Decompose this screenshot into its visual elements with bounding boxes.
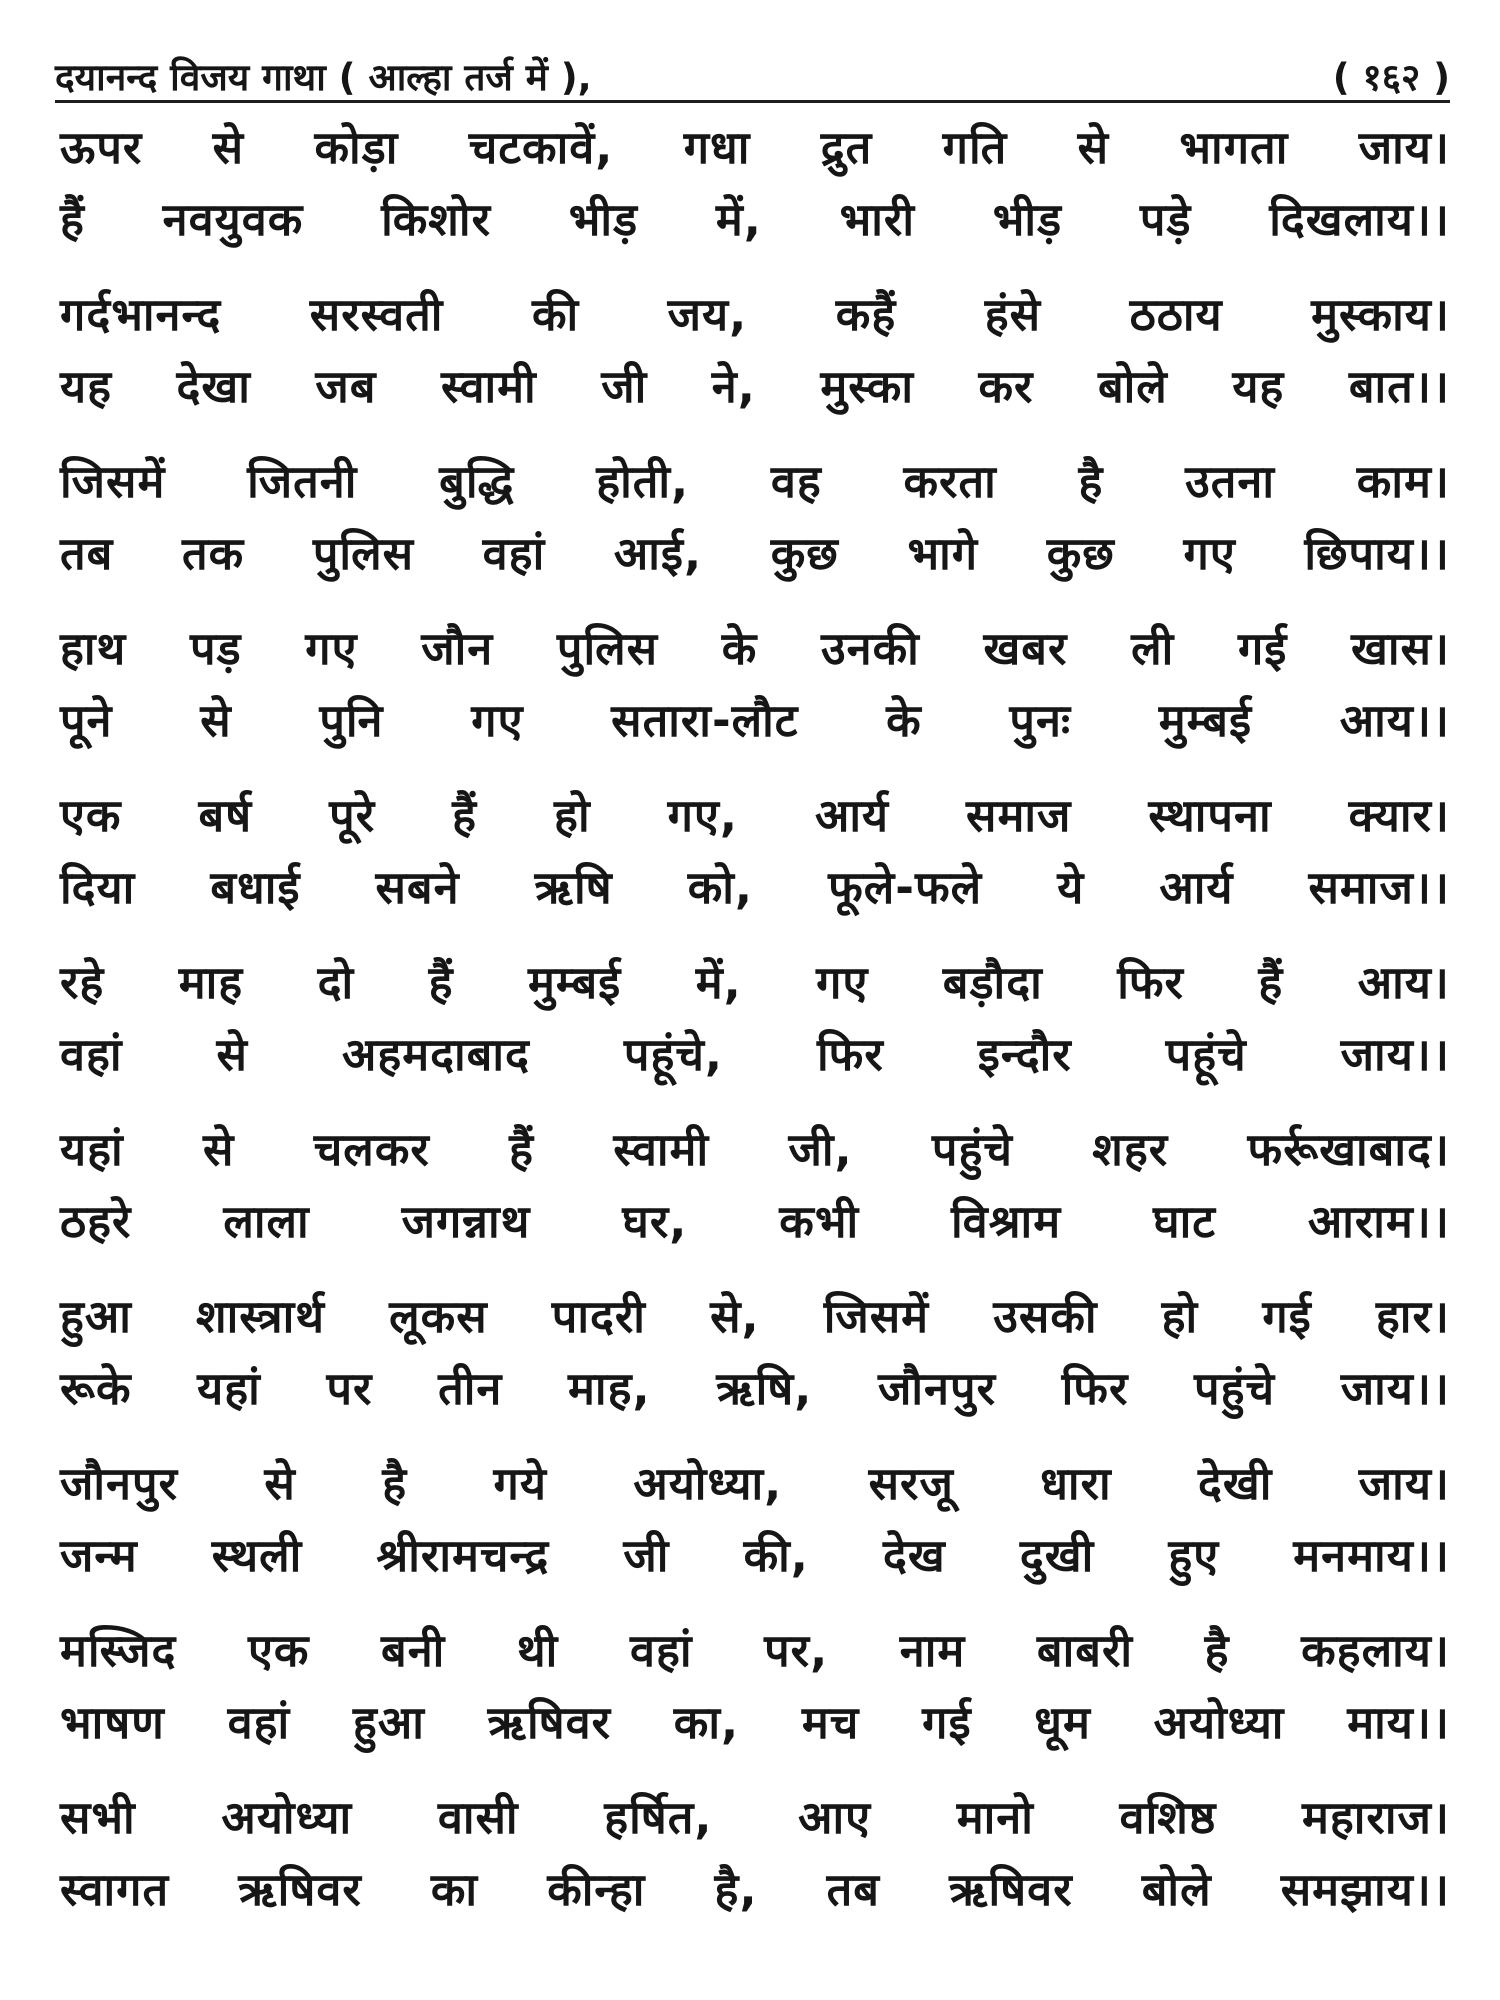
verse-word: समझाय।। xyxy=(1280,1863,1450,1916)
page-number: ( १६२ ) xyxy=(1332,56,1450,99)
verse-word: स्वामी xyxy=(440,360,537,413)
verse-word: घर, xyxy=(622,1195,688,1248)
verse-word: भाषण xyxy=(60,1696,165,1749)
verse-word: ऊपर xyxy=(60,121,143,174)
verse-word: हैं xyxy=(452,789,478,842)
verse-word: गए xyxy=(305,622,358,675)
verse-word: शास्त्रार्थ xyxy=(196,1290,326,1343)
verse-word: थी xyxy=(516,1624,559,1677)
verse-word: स्थली xyxy=(211,1529,303,1582)
verse-word: इन्दौर xyxy=(977,1028,1072,1081)
verse-word: बात।। xyxy=(1348,360,1450,413)
stanza xyxy=(60,446,1450,613)
verse-word: कर xyxy=(978,360,1034,413)
stanza xyxy=(60,1448,1450,1615)
verse-word: हंसे xyxy=(984,288,1042,341)
verse-word: जौन xyxy=(421,622,494,675)
verse-word: यह xyxy=(60,360,112,413)
verse-word: मुस्काय। xyxy=(1311,288,1450,341)
verse-word: आराम।। xyxy=(1307,1195,1450,1248)
verse-word: माह xyxy=(178,956,244,1009)
verse-word: कहलाय। xyxy=(1301,1624,1450,1677)
verse-word: पादरी xyxy=(551,1290,646,1343)
verse-word: करता xyxy=(903,455,997,508)
verse-word: नवयुवक xyxy=(162,193,304,246)
verse-line xyxy=(60,1353,1450,1425)
verse-word: जाय। xyxy=(1358,1457,1450,1510)
verse-word: जब xyxy=(315,360,377,413)
verse-word: आय।। xyxy=(1339,694,1450,747)
stanza xyxy=(60,112,1450,279)
verse-word: गई xyxy=(1237,622,1288,675)
verse-word: एक xyxy=(60,789,122,842)
verse-word: के xyxy=(721,622,758,675)
verse-line xyxy=(60,184,1450,256)
verse-word: की xyxy=(531,288,580,341)
verse-word: बाबरी xyxy=(1036,1624,1134,1677)
verse-word: पहूंचे xyxy=(1165,1028,1247,1081)
verse-word: खास। xyxy=(1351,622,1450,675)
verse-line xyxy=(60,780,1450,852)
verse-word: उनकी xyxy=(820,622,920,675)
verse-word: मानो xyxy=(956,1791,1034,1844)
verse-word: अयोध्या xyxy=(1153,1696,1285,1749)
verse-word: वहां xyxy=(227,1696,291,1749)
verse-word: भीड़ xyxy=(992,193,1063,246)
verse-word: रूके xyxy=(60,1362,132,1415)
verse-word: भारी xyxy=(839,193,915,246)
verse-line xyxy=(60,1448,1450,1520)
verse-word: एक xyxy=(247,1624,310,1677)
verse-word: देख xyxy=(883,1529,946,1582)
stanza xyxy=(60,1615,1450,1782)
verse-word: फिर xyxy=(1117,956,1184,1009)
verse-word: हुआ xyxy=(60,1290,132,1343)
verse-word: गई xyxy=(1262,1290,1312,1343)
verse-word: हुए xyxy=(1168,1529,1220,1582)
verse-word: उसकी xyxy=(993,1290,1098,1343)
verse-word: आर्य xyxy=(1159,861,1234,914)
verse-word: सभी xyxy=(60,1791,136,1844)
verse-word: रहे xyxy=(60,956,105,1009)
verse-word: है, xyxy=(714,1863,758,1916)
verse-line xyxy=(60,947,1450,1019)
verse-word: का, xyxy=(673,1696,740,1749)
verse-word: गर्दभानन्द xyxy=(60,288,222,341)
verse-word: स्थापना xyxy=(1148,789,1272,842)
verse-word: घाट xyxy=(1153,1195,1216,1248)
verse-word: तक xyxy=(182,527,245,580)
verse-word: स्वागत xyxy=(60,1863,170,1916)
verse-word: गये xyxy=(493,1457,547,1510)
verse-word: शहर xyxy=(1092,1123,1169,1176)
verse-word: चटकावें, xyxy=(468,121,614,174)
verse-word: से xyxy=(216,1028,248,1081)
verse-line xyxy=(60,1114,1450,1186)
verse-line xyxy=(60,613,1450,685)
verse-word: वहां xyxy=(629,1624,693,1677)
verse-word: गई xyxy=(922,1696,972,1749)
verse-word: यहां xyxy=(60,1123,124,1176)
verse-word: जी xyxy=(623,1529,670,1582)
verse-word: मनमाय।। xyxy=(1293,1529,1450,1582)
verse-word: चलकर xyxy=(313,1123,430,1176)
verse-line xyxy=(60,852,1450,924)
verse-word: से xyxy=(212,121,245,174)
verse-word: पड़ xyxy=(189,622,242,675)
verse-word: अहमदाबाद xyxy=(341,1028,530,1081)
verse-word: पूरे xyxy=(329,789,376,842)
verse-word: है xyxy=(382,1457,408,1510)
verse-word: तीन xyxy=(438,1362,503,1415)
verse-word: यह xyxy=(1232,360,1285,413)
verse-word: जय, xyxy=(667,288,748,341)
verse-word: ये xyxy=(1057,861,1085,914)
stanza xyxy=(60,947,1450,1114)
verse-word: जाय। xyxy=(1358,121,1450,174)
verse-word: धारा xyxy=(1040,1457,1112,1510)
verse-word: श्रीरामचन्द्र xyxy=(376,1529,550,1582)
verse-word: वासी xyxy=(437,1791,519,1844)
stanza xyxy=(60,1114,1450,1281)
verse-word: कुछ xyxy=(1046,527,1115,580)
verse-word: से xyxy=(1077,121,1110,174)
verse-word: पर, xyxy=(764,1624,829,1677)
verse-word: हो xyxy=(554,789,591,842)
verse-word: कभी xyxy=(779,1195,860,1248)
verse-word: पुनि xyxy=(319,694,384,747)
stanza xyxy=(60,780,1450,947)
verse-word: पुलिस xyxy=(556,622,659,675)
verse-word: हो xyxy=(1161,1290,1199,1343)
verse-line xyxy=(60,112,1450,184)
verse-word: तब xyxy=(826,1863,881,1916)
verse-line xyxy=(60,446,1450,518)
verse-word: भीड़ xyxy=(568,193,639,246)
verse-word: तब xyxy=(60,527,114,580)
verse-word: जन्म xyxy=(60,1529,138,1582)
verse-word: कुछ xyxy=(770,527,839,580)
verse-word: नाम xyxy=(899,1624,966,1677)
verse-word: हैं xyxy=(60,193,85,246)
verse-word: ठहरे xyxy=(60,1195,132,1248)
verse-word: लूकस xyxy=(389,1290,488,1343)
verse-word: अयोध्या, xyxy=(633,1457,783,1510)
verse-word: से xyxy=(264,1457,296,1510)
verse-word: जगन्नाथ xyxy=(401,1195,531,1248)
verse-word: होती, xyxy=(596,455,690,508)
verse-word: सबने xyxy=(375,861,460,914)
verse-word: यहां xyxy=(197,1362,261,1415)
verse-word: आय। xyxy=(1357,956,1450,1009)
verse-word: गए xyxy=(816,956,869,1009)
verse-word: माह, xyxy=(568,1362,651,1415)
verse-word: मुस्का xyxy=(820,360,914,413)
verse-word: हार। xyxy=(1375,1290,1450,1343)
verse-word: ऋषिवर xyxy=(949,1863,1073,1916)
verse-line xyxy=(60,351,1450,423)
verse-word: हैं xyxy=(428,956,454,1009)
verse-word: जाय।। xyxy=(1340,1362,1450,1415)
verse-word: ऋषि, xyxy=(716,1362,813,1415)
verse-word: गए xyxy=(1183,527,1236,580)
verse-line xyxy=(60,279,1450,351)
verse-word: जाय।। xyxy=(1340,1028,1450,1081)
verse-word: जिसमें xyxy=(823,1290,930,1343)
verse-word: दो xyxy=(317,956,355,1009)
verse-word: अयोध्या xyxy=(221,1791,353,1844)
verse-line xyxy=(60,1854,1450,1926)
verse-word: के xyxy=(886,694,922,747)
verse-word: हैं xyxy=(509,1123,535,1176)
verse-word: सरजू xyxy=(868,1457,954,1510)
verse-line xyxy=(60,1782,1450,1854)
verse-line xyxy=(60,685,1450,757)
verse-word: कोड़ा xyxy=(314,121,399,174)
verse-line xyxy=(60,518,1450,590)
header-divider xyxy=(55,100,1450,103)
verse-word: आए xyxy=(798,1791,872,1844)
verse-word: देखी xyxy=(1198,1457,1273,1510)
verse-word: जितनी xyxy=(247,455,358,508)
verse-word: लाला xyxy=(223,1195,310,1248)
verse-word: पहुंचे xyxy=(931,1123,1013,1176)
verse-word: समाज xyxy=(966,789,1072,842)
verse-word: फिर xyxy=(1061,1362,1129,1415)
verse-word: वहां xyxy=(482,527,546,580)
verse-word: बोले xyxy=(1097,360,1168,413)
stanza xyxy=(60,279,1450,446)
verse-body xyxy=(60,112,1450,1949)
verse-word: समाज।। xyxy=(1308,861,1450,914)
verse-word: मुम्बई xyxy=(1158,694,1253,747)
verse-word: पहूंचे, xyxy=(623,1028,724,1081)
verse-word: गए, xyxy=(667,789,738,842)
verse-word: भागता xyxy=(1179,121,1289,174)
verse-word: है xyxy=(1078,455,1104,508)
verse-word: हैं xyxy=(1258,956,1284,1009)
verse-word: ऋषिवर xyxy=(238,1863,362,1916)
verse-word: काम। xyxy=(1356,455,1450,508)
verse-word: फर्रूखाबाद। xyxy=(1247,1123,1450,1176)
verse-word: में, xyxy=(715,193,762,246)
verse-word: देखा xyxy=(176,360,251,413)
verse-line xyxy=(60,1281,1450,1353)
verse-word: दिया xyxy=(60,861,136,914)
verse-word: पहुंचे xyxy=(1194,1362,1276,1415)
verse-word: मच xyxy=(801,1696,860,1749)
verse-line xyxy=(60,1520,1450,1592)
verse-word: छिपाय।। xyxy=(1304,527,1450,580)
verse-word: जी xyxy=(601,360,648,413)
verse-word: पर xyxy=(326,1362,373,1415)
verse-word: फिर xyxy=(816,1028,884,1081)
verse-word: कहैं xyxy=(835,288,897,341)
verse-word: महाराज। xyxy=(1301,1791,1450,1844)
verse-line xyxy=(60,1186,1450,1258)
verse-word: क्यार। xyxy=(1348,789,1450,842)
verse-word: धूम xyxy=(1034,1696,1091,1749)
verse-word: जौनपुर xyxy=(60,1457,178,1510)
verse-line xyxy=(60,1687,1450,1759)
verse-word: सरस्वती xyxy=(309,288,444,341)
verse-word: मुम्बई xyxy=(527,956,622,1009)
verse-word: हाथ xyxy=(60,622,127,675)
verse-word: बड़ौदा xyxy=(942,956,1043,1009)
verse-word: पड़े xyxy=(1139,193,1192,246)
verse-word: बुद्धि xyxy=(439,455,515,508)
verse-word: हर्षित, xyxy=(604,1791,713,1844)
verse-word: से xyxy=(200,694,232,747)
verse-word: को, xyxy=(687,861,754,914)
verse-word: ने, xyxy=(711,360,756,413)
verse-word: सतारा-लौट xyxy=(611,694,799,747)
verse-word: गधा xyxy=(683,121,751,174)
verse-word: बर्ष xyxy=(198,789,253,842)
verse-word: बनी xyxy=(381,1624,446,1677)
verse-word: फूले-फले xyxy=(828,861,983,914)
verse-word: ठठाय xyxy=(1129,288,1223,341)
verse-word: दिखलाय।। xyxy=(1269,193,1450,246)
verse-word: आई, xyxy=(613,527,703,580)
verse-word: कीन्हा xyxy=(547,1863,646,1916)
verse-word: दुखी xyxy=(1019,1529,1095,1582)
verse-line xyxy=(60,1019,1450,1091)
verse-word: जी, xyxy=(788,1123,853,1176)
verse-word: भागे xyxy=(907,527,979,580)
verse-word: मस्जिद xyxy=(60,1624,177,1677)
verse-word: माय।। xyxy=(1347,1696,1450,1749)
verse-word: बोले xyxy=(1141,1863,1212,1916)
verse-word: बधाई xyxy=(210,861,301,914)
verse-word: ली xyxy=(1131,622,1175,675)
verse-word: ऋषि xyxy=(534,861,613,914)
verse-word: से, xyxy=(710,1290,760,1343)
verse-word: वशिष्ठ xyxy=(1119,1791,1217,1844)
verse-word: गए xyxy=(471,694,524,747)
verse-word: का xyxy=(430,1863,479,1916)
verse-word: पुनः xyxy=(1009,694,1072,747)
verse-word: स्वामी xyxy=(613,1123,710,1176)
stanza xyxy=(60,613,1450,780)
verse-word: से xyxy=(202,1123,235,1176)
stanza xyxy=(60,1281,1450,1448)
verse-word: पुलिस xyxy=(312,527,415,580)
verse-word: गति xyxy=(942,121,1008,174)
page-header xyxy=(55,42,1450,100)
verse-word: खबर xyxy=(983,622,1068,675)
verse-word: पूने xyxy=(60,694,113,747)
verse-line xyxy=(60,1615,1450,1687)
running-title: दयानन्द विजय गाथा ( आल्हा तर्ज में ), xyxy=(55,56,592,99)
verse-word: किशोर xyxy=(381,193,491,246)
verse-word: हुआ xyxy=(352,1696,425,1749)
verse-word: की, xyxy=(743,1529,809,1582)
verse-word: उतना xyxy=(1185,455,1276,508)
verse-word: आर्य xyxy=(814,789,890,842)
verse-word: में, xyxy=(695,956,742,1009)
verse-word: द्रुत xyxy=(820,121,873,174)
verse-word: ऋषिवर xyxy=(487,1696,612,1749)
verse-word: जौनपुर xyxy=(878,1362,996,1415)
verse-word: है xyxy=(1204,1624,1230,1677)
verse-word: जिसमें xyxy=(60,455,166,508)
stanza xyxy=(60,1782,1450,1949)
verse-word: वहां xyxy=(60,1028,123,1081)
verse-word: विश्राम xyxy=(951,1195,1062,1248)
verse-word: वह xyxy=(770,455,822,508)
